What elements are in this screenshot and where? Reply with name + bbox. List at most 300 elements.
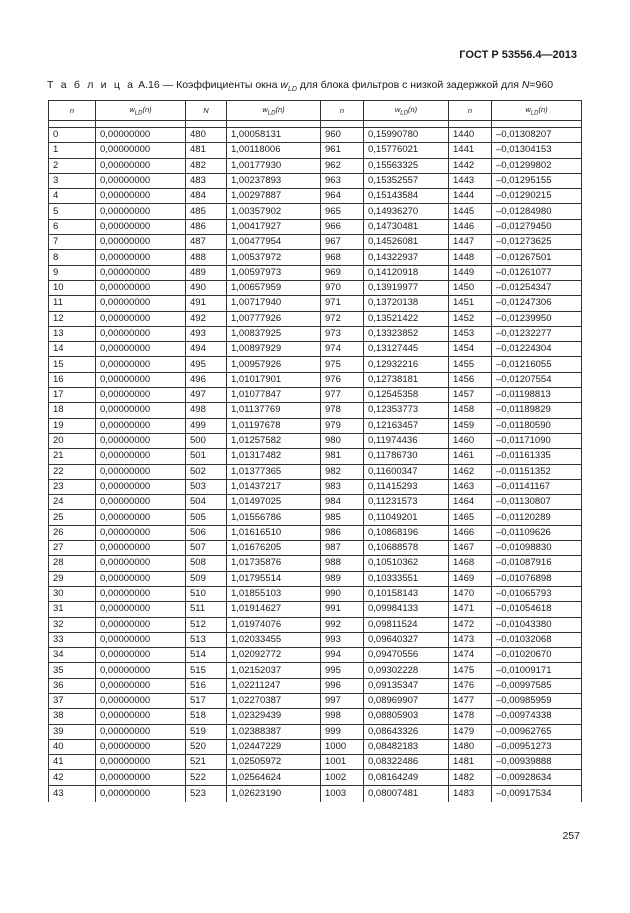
table-cell: 0,14120918	[364, 265, 449, 280]
table-cell: 1,01017901	[227, 372, 321, 387]
table-cell: 0,11415293	[364, 479, 449, 494]
table-cell: 28	[49, 556, 96, 571]
table-cell: 2	[49, 158, 96, 173]
table-cell: 0,00000000	[96, 617, 186, 632]
table-cell: 516	[186, 678, 227, 693]
table-row	[49, 189, 582, 204]
table-cell: 480	[186, 128, 227, 143]
table-cell: 491	[186, 296, 227, 311]
table-cell: 0,00000000	[96, 479, 186, 494]
table-cell: 1,02623190	[227, 785, 321, 802]
table-cell: 1445	[449, 204, 492, 219]
table-cell: 31	[49, 602, 96, 617]
table-cell: 0,00000000	[96, 235, 186, 250]
table-cell: 523	[186, 785, 227, 802]
table-cell: 10	[49, 280, 96, 295]
caption-param-value: =960	[529, 79, 554, 91]
table-cell: 0,00000000	[96, 648, 186, 663]
table-cell: 0,00000000	[96, 556, 186, 571]
table-cell: 1003	[321, 785, 364, 802]
table-cell: 0,00000000	[96, 326, 186, 341]
table-cell: 40	[49, 739, 96, 754]
table-cell: 990	[321, 586, 364, 601]
table-cell: 982	[321, 464, 364, 479]
table-cell: –0,01295155	[492, 173, 582, 188]
table-row	[49, 204, 582, 219]
table-cell: 0,00000000	[96, 571, 186, 586]
table-cell: 29	[49, 571, 96, 586]
table-cell: 0,11600347	[364, 464, 449, 479]
table-cell: 490	[186, 280, 227, 295]
table-cell: –0,01308207	[492, 128, 582, 143]
table-cell: 0,09302228	[364, 663, 449, 678]
table-cell: 1444	[449, 189, 492, 204]
table-cell: 0,09984133	[364, 602, 449, 617]
table-row	[49, 709, 582, 724]
table-cell: 17	[49, 388, 96, 403]
table-cell: 0,00000000	[96, 143, 186, 158]
table-cell: –0,00939888	[492, 755, 582, 770]
table-cell: 25	[49, 510, 96, 525]
table-cell: 499	[186, 418, 227, 433]
table-cell: 0,00000000	[96, 250, 186, 265]
table-cell: 0,08805903	[364, 709, 449, 724]
table-cell: 1,01616510	[227, 525, 321, 540]
table-row	[49, 556, 582, 571]
table-cell: 1001	[321, 755, 364, 770]
table-cell: 518	[186, 709, 227, 724]
table-row	[49, 250, 582, 265]
table-cell: 0,12353773	[364, 403, 449, 418]
table-cell: 511	[186, 602, 227, 617]
table-cell: 6	[49, 219, 96, 234]
table-cell: 1,00357902	[227, 204, 321, 219]
table-cell: –0,01261077	[492, 265, 582, 280]
table-cell: 0,00000000	[96, 632, 186, 647]
table-cell: 22	[49, 464, 96, 479]
table-cell: –0,01032068	[492, 632, 582, 647]
table-cell: 0,00000000	[96, 602, 186, 617]
table-cell: 1483	[449, 785, 492, 802]
table-body	[49, 121, 582, 802]
table-cell: 32	[49, 617, 96, 632]
table-cell: 0,13919977	[364, 280, 449, 295]
table-row	[49, 693, 582, 708]
table-cell: 42	[49, 770, 96, 785]
table-header-row	[49, 101, 582, 121]
table-cell: 0,14526081	[364, 235, 449, 250]
spacer-cell	[227, 121, 321, 128]
table-cell: 1473	[449, 632, 492, 647]
table-cell: 33	[49, 632, 96, 647]
table-cell: 988	[321, 556, 364, 571]
table-cell: 1,02270387	[227, 693, 321, 708]
table-cell: 521	[186, 755, 227, 770]
table-cell: 1,00417927	[227, 219, 321, 234]
table-cell: 519	[186, 724, 227, 739]
table-cell: 1475	[449, 663, 492, 678]
table-cell: 1,00237893	[227, 173, 321, 188]
table-cell: 0,00000000	[96, 388, 186, 403]
table-cell: 0,00000000	[96, 342, 186, 357]
table-cell: 971	[321, 296, 364, 311]
table-cell: 1,02152037	[227, 663, 321, 678]
table-cell: 0,13720138	[364, 296, 449, 311]
table-cell: 1479	[449, 724, 492, 739]
table-cell: 496	[186, 372, 227, 387]
table-cell: 7	[49, 235, 96, 250]
table-cell: 1,02447229	[227, 739, 321, 754]
table-row	[49, 586, 582, 601]
table-cell: 1441	[449, 143, 492, 158]
table-cell: 1,01077847	[227, 388, 321, 403]
table-cell: 517	[186, 693, 227, 708]
table-cell: 506	[186, 525, 227, 540]
table-row	[49, 280, 582, 295]
table-cell: 1454	[449, 342, 492, 357]
table-cell: –0,00974338	[492, 709, 582, 724]
table-cell: 960	[321, 128, 364, 143]
table-cell: –0,01054618	[492, 602, 582, 617]
table-cell: 514	[186, 648, 227, 663]
table-cell: 0,11231573	[364, 495, 449, 510]
table-cell: 0,13521422	[364, 311, 449, 326]
table-cell: 1462	[449, 464, 492, 479]
spacer-cell	[492, 121, 582, 128]
table-cell: 0,12163457	[364, 418, 449, 433]
table-cell: 513	[186, 632, 227, 647]
table-cell: 967	[321, 235, 364, 250]
table-cell: 1446	[449, 219, 492, 234]
table-cell: 0,00000000	[96, 357, 186, 372]
table-row	[49, 357, 582, 372]
table-cell: 488	[186, 250, 227, 265]
table-cell: 11	[49, 296, 96, 311]
table-cell: 0,15143584	[364, 189, 449, 204]
table-cell: 26	[49, 525, 96, 540]
column-header: $w_{LD}(n)$	[96, 101, 186, 121]
table-cell: 1447	[449, 235, 492, 250]
table-cell: 984	[321, 495, 364, 510]
table-row	[49, 326, 582, 341]
spacer-cell	[364, 121, 449, 128]
table-cell: 1,02092772	[227, 648, 321, 663]
table-cell: 501	[186, 449, 227, 464]
table-cell: 1463	[449, 479, 492, 494]
table-cell: 0,00000000	[96, 158, 186, 173]
table-cell: 487	[186, 235, 227, 250]
table-cell: 20	[49, 433, 96, 448]
table-cell: 1,01914627	[227, 602, 321, 617]
table-cell: 972	[321, 311, 364, 326]
table-cell: 1480	[449, 739, 492, 754]
table-cell: –0,01161335	[492, 449, 582, 464]
table-cell: –0,01180590	[492, 418, 582, 433]
table-cell: 0,00000000	[96, 709, 186, 724]
table-cell: 0,00000000	[96, 541, 186, 556]
table-cell: 0,00000000	[96, 525, 186, 540]
table-cell: 520	[186, 739, 227, 754]
table-cell: 0,00000000	[96, 173, 186, 188]
table-cell: 1,00897929	[227, 342, 321, 357]
table-cell: 38	[49, 709, 96, 724]
table-cell: 34	[49, 648, 96, 663]
table-cell: 1449	[449, 265, 492, 280]
table-cell: 497	[186, 388, 227, 403]
table-cell: 3	[49, 173, 96, 188]
table-cell: 1,00597973	[227, 265, 321, 280]
table-cell: 509	[186, 571, 227, 586]
table-row	[49, 265, 582, 280]
table-row	[49, 235, 582, 250]
table-cell: 1459	[449, 418, 492, 433]
table-cell: 1470	[449, 586, 492, 601]
table-cell: 1,00297887	[227, 189, 321, 204]
table-cell: 0,00000000	[96, 418, 186, 433]
table-cell: 500	[186, 433, 227, 448]
table-cell: 1482	[449, 770, 492, 785]
table-cell: –0,01284980	[492, 204, 582, 219]
table-cell: –0,01065793	[492, 586, 582, 601]
table-cell: 1464	[449, 495, 492, 510]
table-cell: 1,02388387	[227, 724, 321, 739]
table-row	[49, 525, 582, 540]
table-row	[49, 617, 582, 632]
table-cell: 0,14322937	[364, 250, 449, 265]
table-cell: 489	[186, 265, 227, 280]
table-cell: 987	[321, 541, 364, 556]
table-row	[49, 173, 582, 188]
table-cell: 16	[49, 372, 96, 387]
table-cell: 995	[321, 663, 364, 678]
page-number: 257	[562, 830, 580, 842]
table-cell: –0,01171090	[492, 433, 582, 448]
table-cell: 21	[49, 449, 96, 464]
table-cell: 0,13323852	[364, 326, 449, 341]
table-cell: 1455	[449, 357, 492, 372]
table-cell: 1460	[449, 433, 492, 448]
table-cell: –0,01130807	[492, 495, 582, 510]
table-cell: 0,10868196	[364, 525, 449, 540]
table-cell: 1,01257582	[227, 433, 321, 448]
table-cell: 1,01974076	[227, 617, 321, 632]
table-row	[49, 403, 582, 418]
table-cell: 504	[186, 495, 227, 510]
table-cell: 0,15563325	[364, 158, 449, 173]
column-header: n	[49, 101, 96, 121]
table-cell: 35	[49, 663, 96, 678]
table-cell: 0,15352557	[364, 173, 449, 188]
table-cell: 1,00177930	[227, 158, 321, 173]
table-cell: 502	[186, 464, 227, 479]
table-row	[49, 449, 582, 464]
table-cell: 1,02505972	[227, 755, 321, 770]
table-cell: –0,01247306	[492, 296, 582, 311]
spacer-cell	[49, 121, 96, 128]
table-row	[49, 755, 582, 770]
table-cell: 0,10333551	[364, 571, 449, 586]
table-cell: –0,01290215	[492, 189, 582, 204]
table-cell: 983	[321, 479, 364, 494]
table-cell: 0,12932216	[364, 357, 449, 372]
table-cell: 30	[49, 586, 96, 601]
table-cell: 5	[49, 204, 96, 219]
table-cell: 485	[186, 204, 227, 219]
table-cell: 0,00000000	[96, 724, 186, 739]
table-cell: 1440	[449, 128, 492, 143]
table-cell: 1472	[449, 617, 492, 632]
table-cell: 1471	[449, 602, 492, 617]
table-cell: 974	[321, 342, 364, 357]
caption-symbol: w	[280, 79, 288, 91]
table-cell: –0,01304153	[492, 143, 582, 158]
table-cell: 0,08322486	[364, 755, 449, 770]
table-row	[49, 433, 582, 448]
table-cell: 0,13127445	[364, 342, 449, 357]
table-cell: –0,01020670	[492, 648, 582, 663]
table-row	[49, 388, 582, 403]
table-cell: 512	[186, 617, 227, 632]
table-cell: 507	[186, 541, 227, 556]
table-cell: 15	[49, 357, 96, 372]
column-header: n	[321, 101, 364, 121]
table-cell: 998	[321, 709, 364, 724]
table-cell: –0,01098830	[492, 541, 582, 556]
table-row	[49, 143, 582, 158]
table-row	[49, 464, 582, 479]
table-cell: 989	[321, 571, 364, 586]
table-cell: 0,00000000	[96, 433, 186, 448]
table-cell: –0,00962765	[492, 724, 582, 739]
table-cell: 1,01377365	[227, 464, 321, 479]
table-cell: 482	[186, 158, 227, 173]
table-cell: 0,00000000	[96, 755, 186, 770]
table-cell: 992	[321, 617, 364, 632]
column-header: $w_{LD}(n)$	[227, 101, 321, 121]
table-cell: 975	[321, 357, 364, 372]
table-cell: 13	[49, 326, 96, 341]
table-row	[49, 632, 582, 647]
table-cell: 495	[186, 357, 227, 372]
table-cell: 1481	[449, 755, 492, 770]
table-cell: 494	[186, 342, 227, 357]
table-cell: –0,01224304	[492, 342, 582, 357]
table-cell: 0	[49, 128, 96, 143]
coefficients-table	[48, 100, 582, 802]
table-cell: 0,00000000	[96, 739, 186, 754]
spacer-cell	[321, 121, 364, 128]
table-cell: 0,10510362	[364, 556, 449, 571]
table-cell: 969	[321, 265, 364, 280]
table-cell: 1467	[449, 541, 492, 556]
table-cell: 0,10688578	[364, 541, 449, 556]
caption-prefix: Т а б л и ц а	[47, 79, 136, 91]
table-cell: 1,01497025	[227, 495, 321, 510]
table-caption	[47, 79, 553, 93]
caption-symbol-sub: LD	[287, 86, 297, 94]
table-cell: –0,01189829	[492, 403, 582, 418]
table-cell: 0,09135347	[364, 678, 449, 693]
table-cell: 1457	[449, 388, 492, 403]
column-header: $w_{LD}(n)$	[492, 101, 582, 121]
table-cell: 1476	[449, 678, 492, 693]
table-cell: 0,00000000	[96, 693, 186, 708]
table-cell: 1458	[449, 403, 492, 418]
table-row	[49, 296, 582, 311]
table-cell: 0,00000000	[96, 785, 186, 802]
table-cell: 1000	[321, 739, 364, 754]
table-cell: 968	[321, 250, 364, 265]
table-cell: 1,01735876	[227, 556, 321, 571]
table-cell: 1461	[449, 449, 492, 464]
spacer-cell	[449, 121, 492, 128]
table-row	[49, 158, 582, 173]
table-cell: 1002	[321, 770, 364, 785]
table-cell: 0,00000000	[96, 678, 186, 693]
table-cell: 37	[49, 693, 96, 708]
table-cell: –0,01254347	[492, 280, 582, 295]
table-row	[49, 770, 582, 785]
table-cell: 1477	[449, 693, 492, 708]
table-cell: 0,12738181	[364, 372, 449, 387]
table-cell: –0,01273625	[492, 235, 582, 250]
table-row	[49, 342, 582, 357]
table-cell: 1,01855103	[227, 586, 321, 601]
table-cell: 1453	[449, 326, 492, 341]
table-cell: 27	[49, 541, 96, 556]
table-cell: –0,01198813	[492, 388, 582, 403]
table-cell: 1,02329439	[227, 709, 321, 724]
table-cell: –0,00928634	[492, 770, 582, 785]
table-row	[49, 648, 582, 663]
table-cell: 1465	[449, 510, 492, 525]
table-cell: –0,00997585	[492, 678, 582, 693]
table-cell: 973	[321, 326, 364, 341]
table-cell: 0,00000000	[96, 372, 186, 387]
table-cell: 978	[321, 403, 364, 418]
table-cell: 981	[321, 449, 364, 464]
table-row	[49, 510, 582, 525]
column-header: $w_{LD}(n)$	[364, 101, 449, 121]
table-cell: 1,01795514	[227, 571, 321, 586]
table-cell: 986	[321, 525, 364, 540]
table-cell: 0,12545358	[364, 388, 449, 403]
table-row	[49, 219, 582, 234]
table-cell: 0,00000000	[96, 280, 186, 295]
caption-text-after: для блока фильтров с низкой задержкой для	[299, 79, 519, 91]
caption-number: А.16	[138, 79, 160, 91]
table-row	[49, 495, 582, 510]
spacer-cell	[186, 121, 227, 128]
table-cell: 0,00000000	[96, 770, 186, 785]
table-row	[49, 785, 582, 802]
table-cell: 980	[321, 433, 364, 448]
table-cell: 24	[49, 495, 96, 510]
table-cell: 0,00000000	[96, 204, 186, 219]
table-cell: 964	[321, 189, 364, 204]
table-cell: 0,10158143	[364, 586, 449, 601]
table-cell: 0,08482183	[364, 739, 449, 754]
table-cell: 0,15776021	[364, 143, 449, 158]
table-cell: 1,01556786	[227, 510, 321, 525]
table-cell: –0,01279450	[492, 219, 582, 234]
table-cell: 43	[49, 785, 96, 802]
table-cell: 492	[186, 311, 227, 326]
table-cell: –0,00917534	[492, 785, 582, 802]
table-cell: 1456	[449, 372, 492, 387]
table-cell: 0,11974436	[364, 433, 449, 448]
table-cell: 0,09811524	[364, 617, 449, 632]
